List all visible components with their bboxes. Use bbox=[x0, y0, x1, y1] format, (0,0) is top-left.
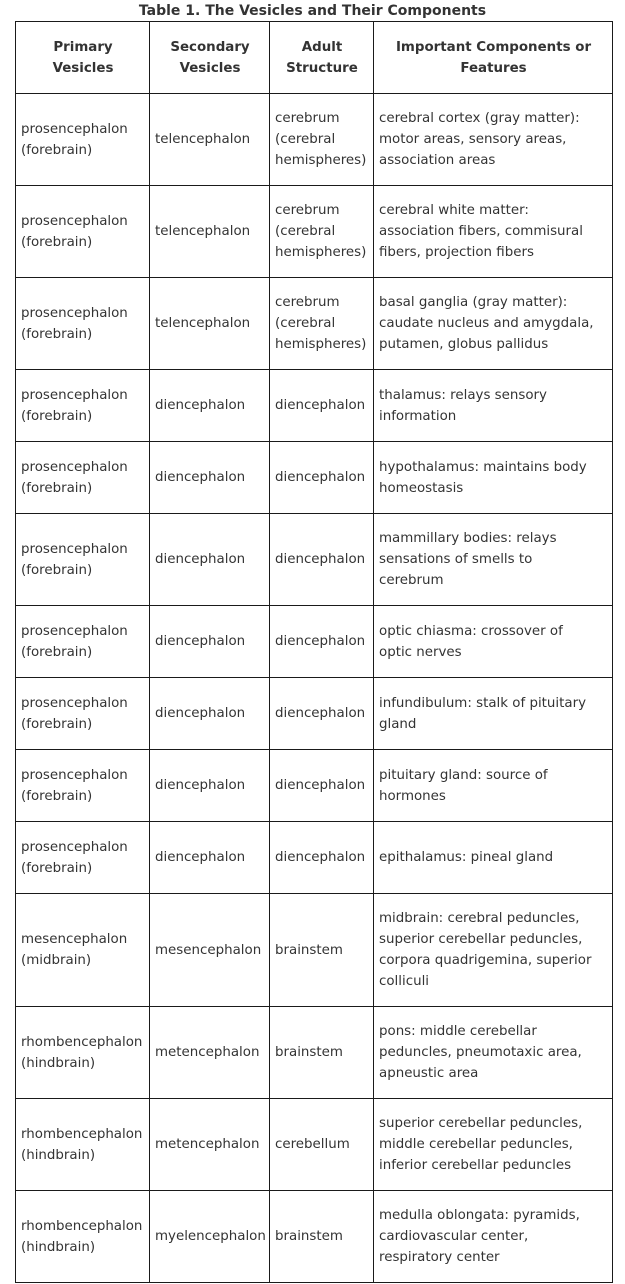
cell-adult: diencephalon bbox=[270, 442, 374, 514]
cell-features: optic chiasma: crossover of optic nerves bbox=[374, 606, 613, 678]
cell-adult: cerebrum (cerebral hemispheres) bbox=[270, 278, 374, 370]
cell-secondary: diencephalon bbox=[150, 678, 270, 750]
cell-primary: prosencephalon (forebrain) bbox=[16, 678, 150, 750]
table-row bbox=[16, 186, 613, 278]
cell-secondary: telencephalon bbox=[150, 94, 270, 186]
cell-adult: diencephalon bbox=[270, 514, 374, 606]
cell-secondary: diencephalon bbox=[150, 514, 270, 606]
table-row bbox=[16, 1007, 613, 1099]
cell-primary: prosencephalon (forebrain) bbox=[16, 442, 150, 514]
cell-primary: rhombencephalon (hindbrain) bbox=[16, 1099, 150, 1191]
cell-primary: prosencephalon (forebrain) bbox=[16, 94, 150, 186]
header-important-components: Important Components or Features bbox=[374, 22, 613, 94]
table-row bbox=[16, 606, 613, 678]
cell-secondary: diencephalon bbox=[150, 606, 270, 678]
table-row bbox=[16, 894, 613, 1007]
header-secondary-vesicles: Secondary Vesicles bbox=[150, 22, 270, 94]
cell-secondary: diencephalon bbox=[150, 750, 270, 822]
table-row bbox=[16, 514, 613, 606]
cell-adult: diencephalon bbox=[270, 750, 374, 822]
cell-features: thalamus: relays sensory information bbox=[374, 370, 613, 442]
cell-features: epithalamus: pineal gland bbox=[374, 822, 613, 894]
cell-secondary: mesencephalon bbox=[150, 894, 270, 1007]
cell-primary: prosencephalon (forebrain) bbox=[16, 514, 150, 606]
cell-adult: cerebrum (cerebral hemispheres) bbox=[270, 94, 374, 186]
cell-secondary: metencephalon bbox=[150, 1099, 270, 1191]
table-row bbox=[16, 370, 613, 442]
cell-secondary: diencephalon bbox=[150, 822, 270, 894]
cell-adult: brainstem bbox=[270, 894, 374, 1007]
cell-secondary: diencephalon bbox=[150, 370, 270, 442]
cell-adult: diencephalon bbox=[270, 370, 374, 442]
table-caption: Table 1. The Vesicles and Their Components bbox=[138, 3, 487, 19]
cell-features: cerebral white matter: association fibers, commisural fibers, projection fibers bbox=[374, 186, 613, 278]
cell-primary: prosencephalon (forebrain) bbox=[16, 370, 150, 442]
cell-adult: cerebrum (cerebral hemispheres) bbox=[270, 186, 374, 278]
cell-secondary: diencephalon bbox=[150, 442, 270, 514]
cell-primary: prosencephalon (forebrain) bbox=[16, 278, 150, 370]
cell-adult: cerebellum bbox=[270, 1099, 374, 1191]
cell-primary: mesencephalon (midbrain) bbox=[16, 894, 150, 1007]
table-row bbox=[16, 750, 613, 822]
cell-primary: prosencephalon (forebrain) bbox=[16, 186, 150, 278]
cell-features: midbrain: cerebral peduncles, superior cerebellar peduncles, corpora quadrigemina, superior colliculi bbox=[374, 894, 613, 1007]
table-row bbox=[16, 278, 613, 370]
cell-primary: prosencephalon (forebrain) bbox=[16, 606, 150, 678]
cell-features: pons: middle cerebellar peduncles, pneumotaxic area, apneustic area bbox=[374, 1007, 613, 1099]
table-row bbox=[16, 1191, 613, 1283]
cell-primary: rhombencephalon (hindbrain) bbox=[16, 1191, 150, 1283]
cell-adult: brainstem bbox=[270, 1191, 374, 1283]
cell-features: basal ganglia (gray matter): caudate nucleus and amygdala, putamen, globus pallidus bbox=[374, 278, 613, 370]
table-header-row bbox=[16, 22, 613, 94]
vesicles-table bbox=[15, 21, 613, 1283]
cell-secondary: metencephalon bbox=[150, 1007, 270, 1099]
cell-features: cerebral cortex (gray matter): motor areas, sensory areas, association areas bbox=[374, 94, 613, 186]
table-row bbox=[16, 442, 613, 514]
cell-features: infundibulum: stalk of pituitary gland bbox=[374, 678, 613, 750]
cell-features: superior cerebellar peduncles, middle cerebellar peduncles, inferior cerebellar peduncles bbox=[374, 1099, 613, 1191]
table-row bbox=[16, 1099, 613, 1191]
cell-features: hypothalamus: maintains body homeostasis bbox=[374, 442, 613, 514]
cell-secondary: telencephalon bbox=[150, 278, 270, 370]
table-row bbox=[16, 678, 613, 750]
cell-primary: prosencephalon (forebrain) bbox=[16, 750, 150, 822]
cell-primary: rhombencephalon (hindbrain) bbox=[16, 1007, 150, 1099]
cell-secondary: telencephalon bbox=[150, 186, 270, 278]
cell-adult: diencephalon bbox=[270, 822, 374, 894]
cell-adult: diencephalon bbox=[270, 606, 374, 678]
cell-adult: brainstem bbox=[270, 1007, 374, 1099]
cell-features: mammillary bodies: relays sensations of smells to cerebrum bbox=[374, 514, 613, 606]
cell-secondary: myelencephalon bbox=[150, 1191, 270, 1283]
header-primary-vesicles: Primary Vesicles bbox=[16, 22, 150, 94]
cell-features: medulla oblongata: pyramids, cardiovascular center, respiratory center bbox=[374, 1191, 613, 1283]
cell-features: pituitary gland: source of hormones bbox=[374, 750, 613, 822]
header-adult-structure: Adult Structure bbox=[270, 22, 374, 94]
cell-adult: diencephalon bbox=[270, 678, 374, 750]
table-row bbox=[16, 822, 613, 894]
table-row bbox=[16, 94, 613, 186]
cell-primary: prosencephalon (forebrain) bbox=[16, 822, 150, 894]
